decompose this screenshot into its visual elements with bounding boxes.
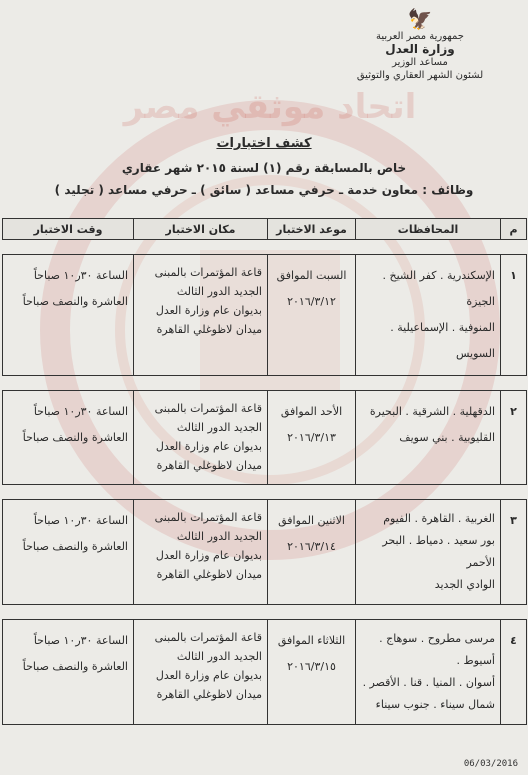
governorates-line: مرسى مطروح . سوهاج . أسيوط .	[379, 632, 495, 667]
spacer-row	[3, 485, 527, 500]
row-place	[134, 391, 268, 485]
place-line: الجديد الدور الثالث	[176, 421, 262, 434]
date-value: ٢٠١٦/٣/١٢	[287, 295, 336, 308]
table-row	[3, 255, 527, 376]
table-row	[3, 391, 527, 485]
eagle-emblem-icon: 🦅	[407, 7, 433, 31]
table-row	[3, 500, 527, 605]
governorates-line: الوادي الجديد	[434, 578, 495, 591]
place-line: ميدان لاظوغلي القاهرة	[156, 323, 262, 336]
governorates-line: شمال سيناء . جنوب سيناء	[375, 698, 495, 711]
spacer-row	[3, 605, 527, 620]
time-line: العاشرة والنصف صباحاً	[22, 295, 128, 308]
place-line: الجديد الدور الثالث	[176, 530, 262, 543]
place-line: قاعة المؤتمرات بالمبنى	[154, 511, 262, 524]
spacer-row	[3, 376, 527, 391]
header-line-republic: جمهورية مصر العربية	[376, 31, 464, 42]
place-line: الجديد الدور الثالث	[176, 285, 262, 298]
date-day: الأحد الموافق	[280, 405, 343, 418]
row-number: ٢	[501, 391, 527, 485]
governorates-line: أسوان . المنيا . قنا . الأقصر .	[362, 676, 495, 689]
date-day: الثلاثاء الموافق	[277, 634, 346, 647]
jobs-line: وظائف : معاون خدمة ـ حرفي مساعد ( سائق ) ـ حرفي مساعد ( تجليد )	[54, 183, 474, 197]
place-line: الجديد الدور الثالث	[176, 650, 262, 663]
header-date: موعد الاختبار	[268, 219, 356, 240]
governorates-line: المنوفية . الإسماعيلية . السويس	[390, 321, 495, 360]
time-line: الساعة ٣٠ر١٠ صباحاً	[33, 405, 128, 418]
photo-date-stamp: 06/03/2016	[463, 759, 518, 769]
row-number: ٣	[501, 500, 527, 605]
table-header-row	[3, 219, 527, 240]
row-number: ٤	[501, 620, 527, 725]
place-line: ميدان لاظوغلي القاهرة	[156, 688, 262, 701]
time-line: الساعة ٣٠ر١٠ صباحاً	[33, 634, 128, 647]
row-governorates	[356, 500, 501, 605]
governorates-line: الدقهلية . الشرقية . البحيرة	[369, 405, 495, 418]
row-place	[134, 620, 268, 725]
row-time	[3, 620, 134, 725]
row-place	[134, 500, 268, 605]
governorates-line: الإسكندرية . كفر الشيخ . الجيزة	[382, 269, 495, 308]
place-line: بديوان عام وزارة العدل	[155, 669, 262, 682]
document-heading	[0, 135, 528, 199]
date-day: السبت الموافق	[276, 269, 347, 282]
header-line-assistant: مساعد الوزير	[392, 57, 448, 68]
time-line: الساعة ٣٠ر١٠ صباحاً	[33, 514, 128, 527]
row-time	[3, 255, 134, 376]
competition-subtitle: خاص بالمسابقة رقم (١) لسنة ٢٠١٥ شهر عقاري	[121, 161, 407, 175]
header-num: م	[501, 219, 527, 240]
time-line: العاشرة والنصف صباحاً	[22, 431, 128, 444]
row-date	[268, 500, 356, 605]
header-line-ministry: وزارة العدل	[385, 42, 455, 56]
governorates-line: بور سعيد . دمياط . البحر الأحمر	[382, 534, 495, 569]
row-date	[268, 620, 356, 725]
date-value: ٢٠١٦/٣/١٣	[287, 431, 336, 444]
time-line: الساعة ٣٠ر١٠ صباحاً	[33, 269, 128, 282]
date-day: الاثنين الموافق	[278, 514, 345, 527]
place-line: ميدان لاظوغلي القاهرة	[156, 459, 262, 472]
place-line: بديوان عام وزارة العدل	[155, 549, 262, 562]
row-date	[268, 391, 356, 485]
governorates-line: الغربية . القاهرة . الفيوم	[383, 512, 495, 525]
place-line: بديوان عام وزارة العدل	[155, 440, 262, 453]
row-date	[268, 255, 356, 376]
spacer-row	[3, 240, 527, 255]
place-line: قاعة المؤتمرات بالمبنى	[154, 631, 262, 644]
exam-schedule-table	[2, 218, 527, 725]
place-line: ميدان لاظوغلي القاهرة	[156, 568, 262, 581]
date-value: ٢٠١٦/٣/١٥	[287, 660, 336, 673]
place-line: بديوان عام وزارة العدل	[155, 304, 262, 317]
watermark-text: اتحاد موثقي مصر	[123, 87, 417, 127]
header-line-department: لشئون الشهر العقاري والتوثيق	[356, 70, 484, 81]
table-row	[3, 620, 527, 725]
header-governorates: المحافظات	[356, 219, 501, 240]
ministry-header	[330, 8, 510, 82]
row-place	[134, 255, 268, 376]
place-line: قاعة المؤتمرات بالمبنى	[154, 402, 262, 415]
row-governorates	[356, 391, 501, 485]
row-time	[3, 391, 134, 485]
header-place: مكان الاختبار	[134, 219, 268, 240]
time-line: العاشرة والنصف صباحاً	[22, 540, 128, 553]
document-title: كشف اختبارات	[216, 136, 312, 151]
date-value: ٢٠١٦/٣/١٤	[287, 540, 336, 553]
row-governorates	[356, 620, 501, 725]
header-time: وقت الاختبار	[3, 219, 134, 240]
row-time	[3, 500, 134, 605]
governorates-line: القليوبية . بني سويف	[399, 431, 495, 444]
time-line: العاشرة والنصف صباحاً	[22, 660, 128, 673]
row-governorates	[356, 255, 501, 376]
place-line: قاعة المؤتمرات بالمبنى	[154, 266, 262, 279]
row-number: ١	[501, 255, 527, 376]
